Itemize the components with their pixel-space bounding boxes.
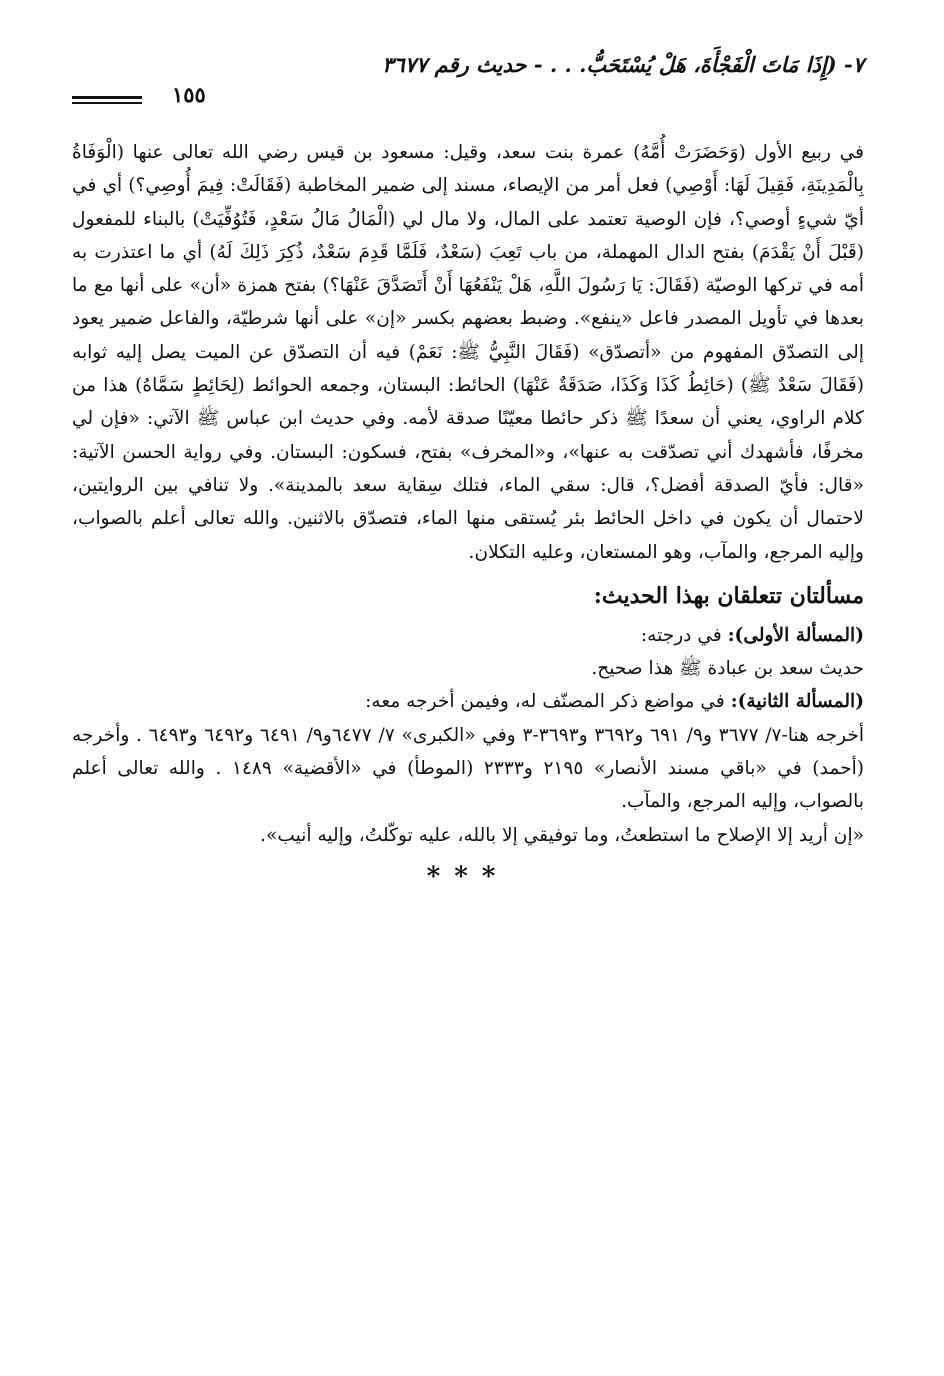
masala-1-heading <box>72 619 864 652</box>
page <box>72 52 864 1336</box>
running-title: ٧- (إِذَا مَاتَ الْفَجْأَةَ، هَلْ يُسْتَحَبُّ. . . - حديث رقم ٣٦٧٧ <box>382 52 864 77</box>
main-paragraph: في ربيع الأول (وَحَضَرَتْ أُمَّهُ) عمرة بنت سعد، وقيل: مسعود بن قيس رضي الله تعالى عنها (الْوَفَاةُ بِالْمَدِينَةِ، فَقِيلَ لَهَا: أَوْصِي) فعل أمر من الإيصاء، مسند إلى ضمير المخاطبة (فَقَالَتْ: فِيمَ أُوصِي؟) أي في أيّ شيءٍ أوصي؟، فإن الوصية تعتمد على المال، ولا مال لي (الْمَالُ مَالُ سَعْدٍ، فَتُوُفِّيَتْ) بالبناء للمفعول (قَبْلَ أَنْ يَقْدَمَ) بفتح الدال المهملة، من باب تَعِبَ (سَعْدٌ، فَلَمَّا قَدِمَ سَعْدٌ، ذُكِرَ ذَلِكَ لَهُ) أي ما اعتذرت به أمه في تركها الوصيّة (فَقَالَ: يَا رَسُولَ اللَّهِ، هَلْ يَنْفَعُهَا أَنْ أَتَصَدَّقَ عَنْهَا؟) بفتح همزة «أن» على أنها مع ما بعدها في تأويل المصدر فاعل «ينفع». وضبط بعضهم بكسر «إن» على أنها شرطيّة، والفاعل ضمير يعود إلى التصدّق المفهوم من «أتصدّق» (فَقَالَ النَّبِيُّ ﷺ: نَعَمْ) فيه أن التصدّق عن الميت يصل إليه ثوابه (فَقَالَ سَعْدٌ ﷺ) (حَائِطُ كَذَا وَكَذَا، صَدَقَةٌ عَنْهَا) الحائط: البستان، وجمعه الحوائط (لِحَائِطٍ سَمَّاهُ) هذا من كلام الراوي، يعني أن سعدًا ﷺ ذكر حائطا معيّنًا صدقة لأمه. وفي حديث ابن عباس ﷺ الآتي: «فإن لي مخرفًا، فأشهدك أني تصدّقت به عنها»، و«المخرف» بفتح، فسكون: البستان. وفي رواية الحسن الآتية: «قال: فأيّ الصدقة أفضل؟، قال: سقي الماء، فتلك سِقاية سعد بالمدينة». ولا تنافي بين الروايتين، لاحتمال أن يكون في داخل الحائط بئر يُستقى منها الماء، فتصدّق بالاثنين. والله تعالى أعلم بالصواب، وإليه المرجع، والمآب، وهو المستعان، وعليه التكلان. <box>72 142 864 563</box>
page-body <box>72 136 864 892</box>
closing-quote: «إن أريد إلا الإصلاح ما استطعتُ، وما توفيقي إلا بالله، عليه توكّلتُ، وإليه أنيب». <box>260 824 864 846</box>
header-rule <box>72 96 142 104</box>
masala-1-title: في درجته: <box>640 624 722 646</box>
section-separator: *** <box>426 861 510 892</box>
masala-2-title: في مواضع ذكر المصنّف له، وفيمن أخرجه معه: <box>365 691 725 713</box>
masala-2-text: أخرجه هنا-٧/ ٣٦٧٧ و٩/ ٦٩١ و٣٦٩٢ و٣٦٩٣-٣ وفي «الكبرى» ٧/ ٦٤٧٧و٩/ ٦٤٩١ و٦٤٩٢ و٦٤٩٣ . وأخرجه (أحمد) في «باقي مسند الأنصار» ٢١٩٥ و٢٣٣٣ (الموطأ) في «الأقضية» ١٤٨٩ . والله تعالى أعلم بالصواب، وإليه المرجع، والمآب. <box>72 724 864 813</box>
section-heading: مسألتان تتعلقان بهذا الحديث: <box>593 582 864 609</box>
masala-2-heading <box>72 685 864 718</box>
masala-1-label: (المسألة الأولى): <box>727 624 864 646</box>
page-number: ١٥٥ <box>172 82 206 107</box>
page-header <box>72 52 864 107</box>
masala-2-label: (المسألة الثانية): <box>730 691 864 713</box>
masala-1-text: حديث سعد بن عبادة ﷺ هذا صحيح. <box>591 658 864 680</box>
